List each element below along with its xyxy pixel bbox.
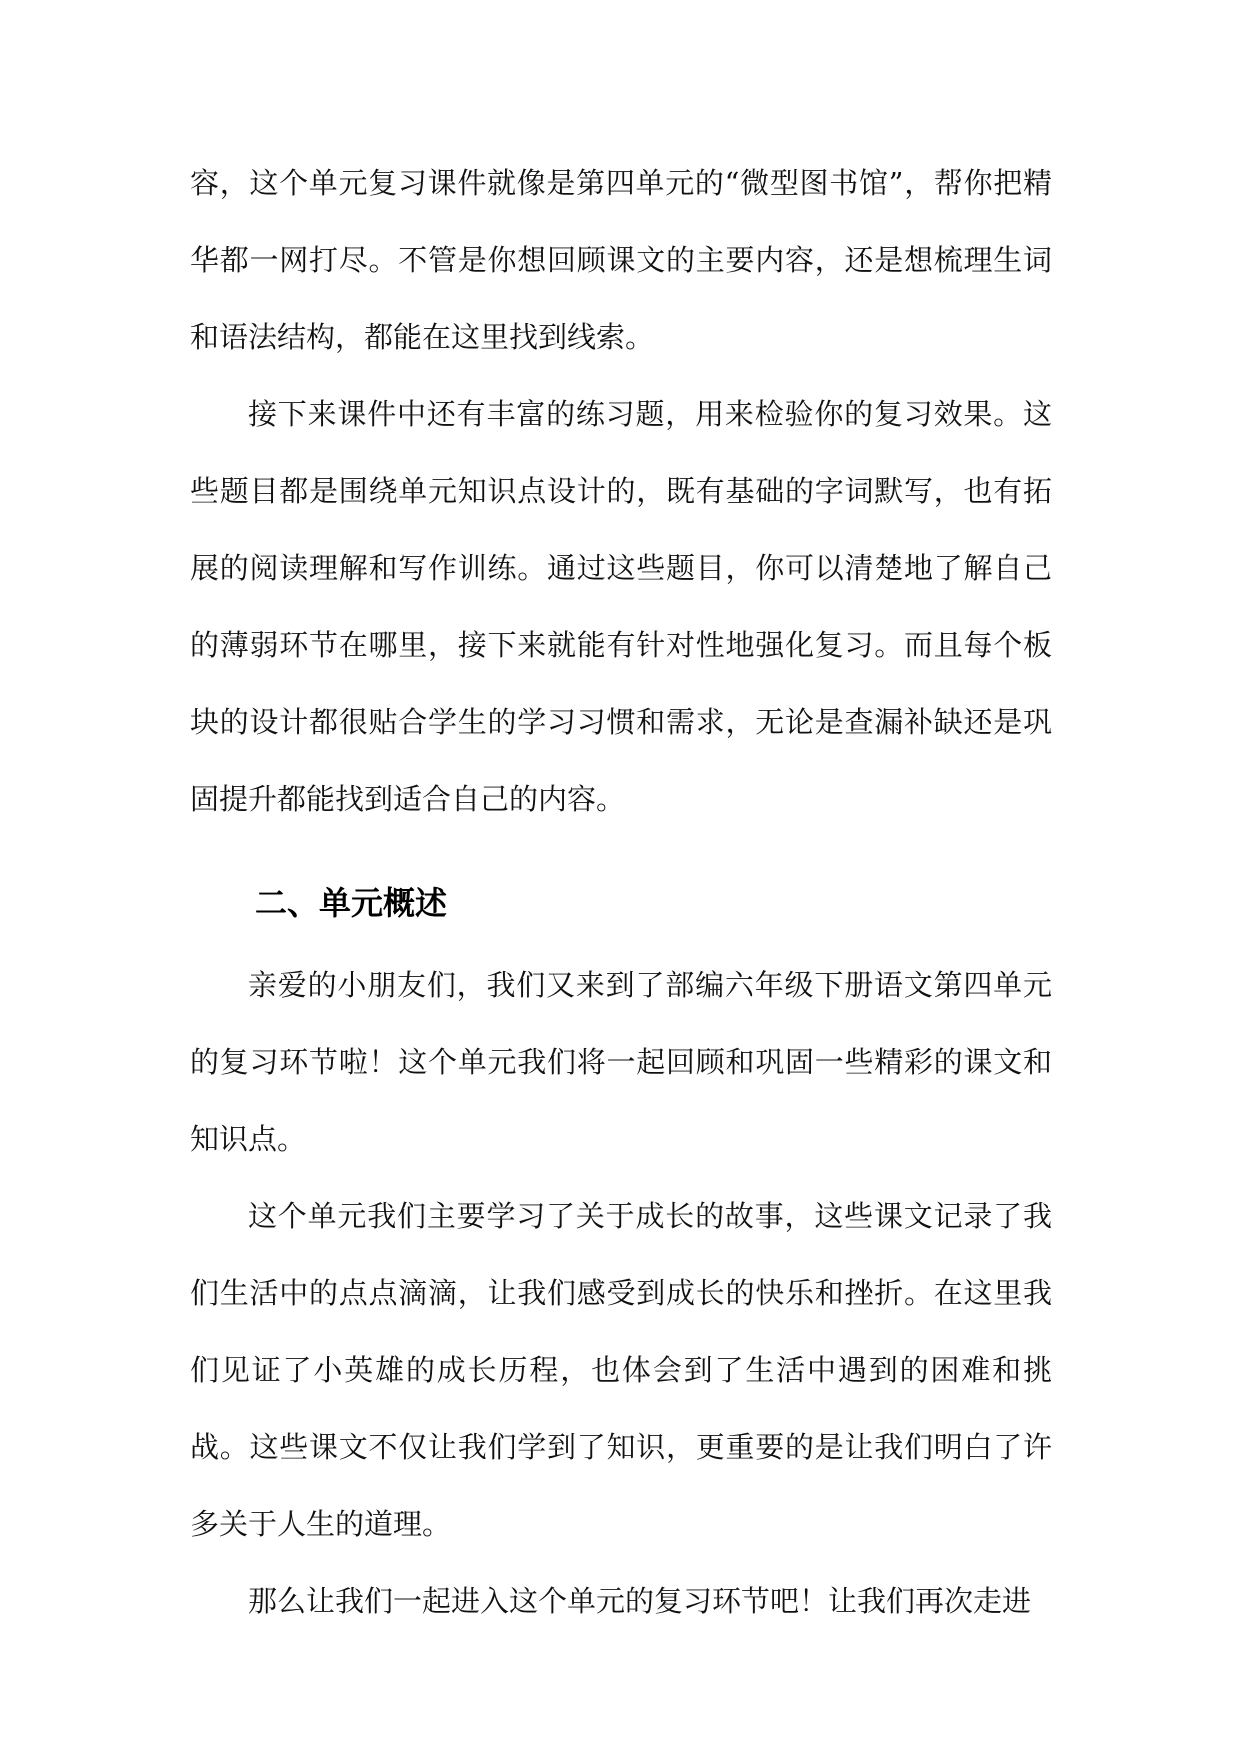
paragraph-continued: 容，这个单元复习课件就像是第四单元的“微型图书馆”，帮你把精华都一网打尽。不管是你想回顾课文的主要内容，还是想梳理生词和语法结构，都能在这里找到线索。 [190, 166, 1052, 354]
document-body [190, 145, 1052, 1640]
paragraph-practice-exercises: 接下来课件中还有丰富的练习题，用来检验你的复习效果。这些题目都是围绕单元知识点设计的，既有基础的字词默写，也有拓展的阅读理解和写作训练。通过这些题目，你可以清楚地了解自己的薄弱环节在哪里，接下来就能有针对性地强化复习。而且每个板块的设计都很贴合学生的学习习惯和需求，无论是查漏补缺还是巩固提升都能找到适合自己的内容。 [190, 397, 1052, 816]
paragraph-enter-review: 那么让我们一起进入这个单元的复习环节吧！让我们再次走进 [248, 1584, 1032, 1618]
paragraph-greeting: 亲爱的小朋友们，我们又来到了部编六年级下册语文第四单元的复习环节啦！这个单元我们将一起回顾和巩固一些精彩的课文和知识点。 [190, 968, 1052, 1156]
paragraph-growth-stories: 这个单元我们主要学习了关于成长的故事，这些课文记录了我们生活中的点点滴滴，让我们感受到成长的快乐和挫折。在这里我们见证了小英雄的成长历程，也体会到了生活中遇到的困难和挑战。这些课文不仅让我们学到了知识，更重要的是让我们明白了许多关于人生的道理。 [190, 1199, 1052, 1541]
section-heading-unit-overview: 二、单元概述 [255, 884, 448, 922]
